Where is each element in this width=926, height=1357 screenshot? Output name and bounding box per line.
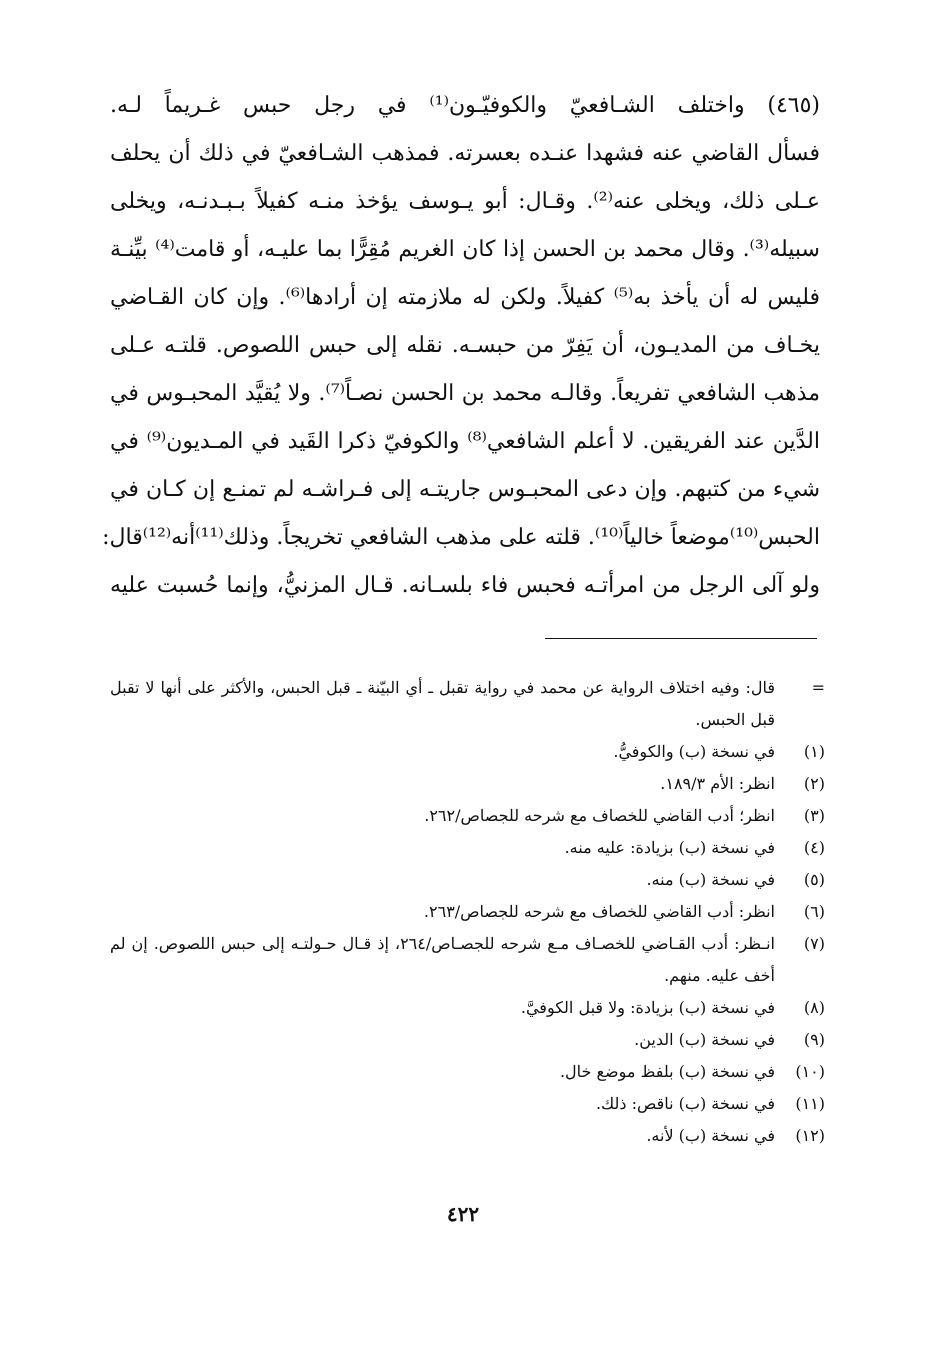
main-text-line: شيء من كتبهم. وإن دعى المحبـوس جاريتـه إلى فـراشـه لم تمنـع إن كـان في — [110, 477, 820, 502]
footnote-4 — [110, 832, 825, 864]
footnote-6 — [110, 896, 825, 928]
page-number: ٤٢٢ — [446, 1202, 480, 1226]
footnote-text: في نسخة (ب) بزيادة: عليه منه. — [564, 838, 775, 857]
footnote-1 — [110, 736, 825, 768]
main-text-line: الحبس⁽¹⁰⁾موضعاً خالياً⁽¹⁰⁾. قلته على مذهب الشافعي تخريجاً. وذلك⁽¹¹⁾أنه⁽¹²⁾قال: — [102, 525, 820, 550]
footnote-number: (١٢) — [795, 1126, 825, 1145]
footnote-8 — [110, 992, 825, 1024]
footnote-11 — [110, 1088, 825, 1120]
footnotes-section — [110, 672, 825, 1152]
footnote-text: في نسخة (ب) الدين. — [634, 1030, 775, 1049]
main-text-line: يخـاف من المديـون، أن يَفِرّ من حبسـه. نقله إلى حبس اللصوص. قلتـه عـلى — [110, 333, 820, 358]
main-text-line: مذهب الشافعي تفريعاً. وقالـه محمد بن الحسن نصـاً⁽⁷⁾. ولا يُقيَّد المحبـوس في — [110, 381, 820, 406]
footnote-text: في نسخة (ب) ناقص: ذلك. — [595, 1094, 775, 1113]
main-text-block — [102, 82, 821, 610]
footnote-text: انظر: الأم ١٨٩/٣. — [660, 774, 775, 793]
footnote-10 — [110, 1056, 825, 1088]
footnote-number: (٩) — [803, 1030, 825, 1049]
footnote-continuation — [110, 672, 825, 736]
footnote-2 — [110, 768, 825, 800]
footnote-text: انـظر: أدب القـاضي للخصـاف مـع شرحه للجصـاص/٢٦٤، إذ قـال حـولتـه إلى حبس اللصوص. إن لم أخف عليه. منهم. — [110, 934, 775, 985]
footnote-number: (٤) — [803, 838, 825, 857]
footnote-text: في نسخة (ب) منه. — [646, 870, 775, 889]
footnote-number: (٨) — [803, 998, 825, 1017]
footnote-text: قال: وفيه اختلاف الرواية عن محمد في رواية تقبل ـ أي البيّنة ـ قبل الحبس، والأكثر على أنها لا تقبل قبل الحبس. — [110, 678, 775, 729]
footnote-text: في نسخة (ب) بلفظ موضع خال. — [559, 1062, 775, 1081]
footnote-text: انظر؛ أدب القاضي للخصاف مع شرحه للجصاص/٢٦٢. — [424, 806, 775, 825]
footnote-3 — [110, 800, 825, 832]
footnote-7 — [110, 928, 825, 992]
footnote-text: في نسخة (ب) بزيادة: ولا قبل الكوفيَّ. — [520, 998, 775, 1017]
main-text-line: فسأل القاضي عنه فشهدا عنـده بعسرته. فمذهب الشـافعيّ في ذلك أن يحلف — [110, 141, 820, 166]
footnote-text: انظر: أدب القاضي للخصاف مع شرحه للجصاص/٢٦٣. — [423, 902, 775, 921]
main-text-line: سبيله⁽³⁾. وقال محمد بن الحسن إذا كان الغريم مُقِرًّا بما عليـه، أو قامت⁽⁴⁾ بيِّنـة — [110, 237, 820, 262]
footnote-number: (٢) — [803, 774, 825, 793]
footnote-5 — [110, 864, 825, 896]
footnote-marker: = — [811, 678, 825, 697]
footnote-number: (٣) — [803, 806, 825, 825]
main-text-line: ولو آلى الرجل من امرأتـه فحبس فاء بلسـانه. قـال المزنيُّ، وإنما حُسبت عليه — [110, 573, 820, 598]
footnote-number: (١١) — [795, 1094, 825, 1113]
footnote-text: في نسخة (ب) والكوفيُّ. — [613, 742, 775, 761]
main-text-line: الدَّين عند الفريقين. لا أعلم الشافعي⁽⁸⁾ والكوفيّ ذكرا القَيد في المـديون⁽⁹⁾ في — [110, 429, 821, 454]
footnote-9 — [110, 1024, 825, 1056]
footnote-number: (١٠) — [795, 1062, 825, 1081]
main-text-line: فليس له أن يأخذ به⁽⁵⁾ كفيلاً. ولكن له ملازمته إن أرادها⁽⁶⁾. وإن كان القـاضي — [110, 285, 821, 310]
main-text-line: عـلى ذلك، ويخلى عنه⁽²⁾. وقـال: أبو يـوسف يؤخذ منـه كفيلاً بـبـدنـه، ويخلى — [110, 189, 820, 214]
footnote-text: في نسخة (ب) لأنه. — [646, 1126, 775, 1145]
footnote-number: (٧) — [803, 934, 825, 953]
footnote-number: (٥) — [803, 870, 825, 889]
footnote-divider — [545, 638, 817, 639]
footnote-number: (١) — [803, 742, 825, 761]
footnote-12 — [110, 1120, 825, 1152]
main-text-line: (٤٦٥) واختلف الشـافعيّ والكوفيّـون⁽¹⁾ في رجل حبس غـريماً لـه. — [110, 93, 820, 118]
footnote-number: (٦) — [803, 902, 825, 921]
